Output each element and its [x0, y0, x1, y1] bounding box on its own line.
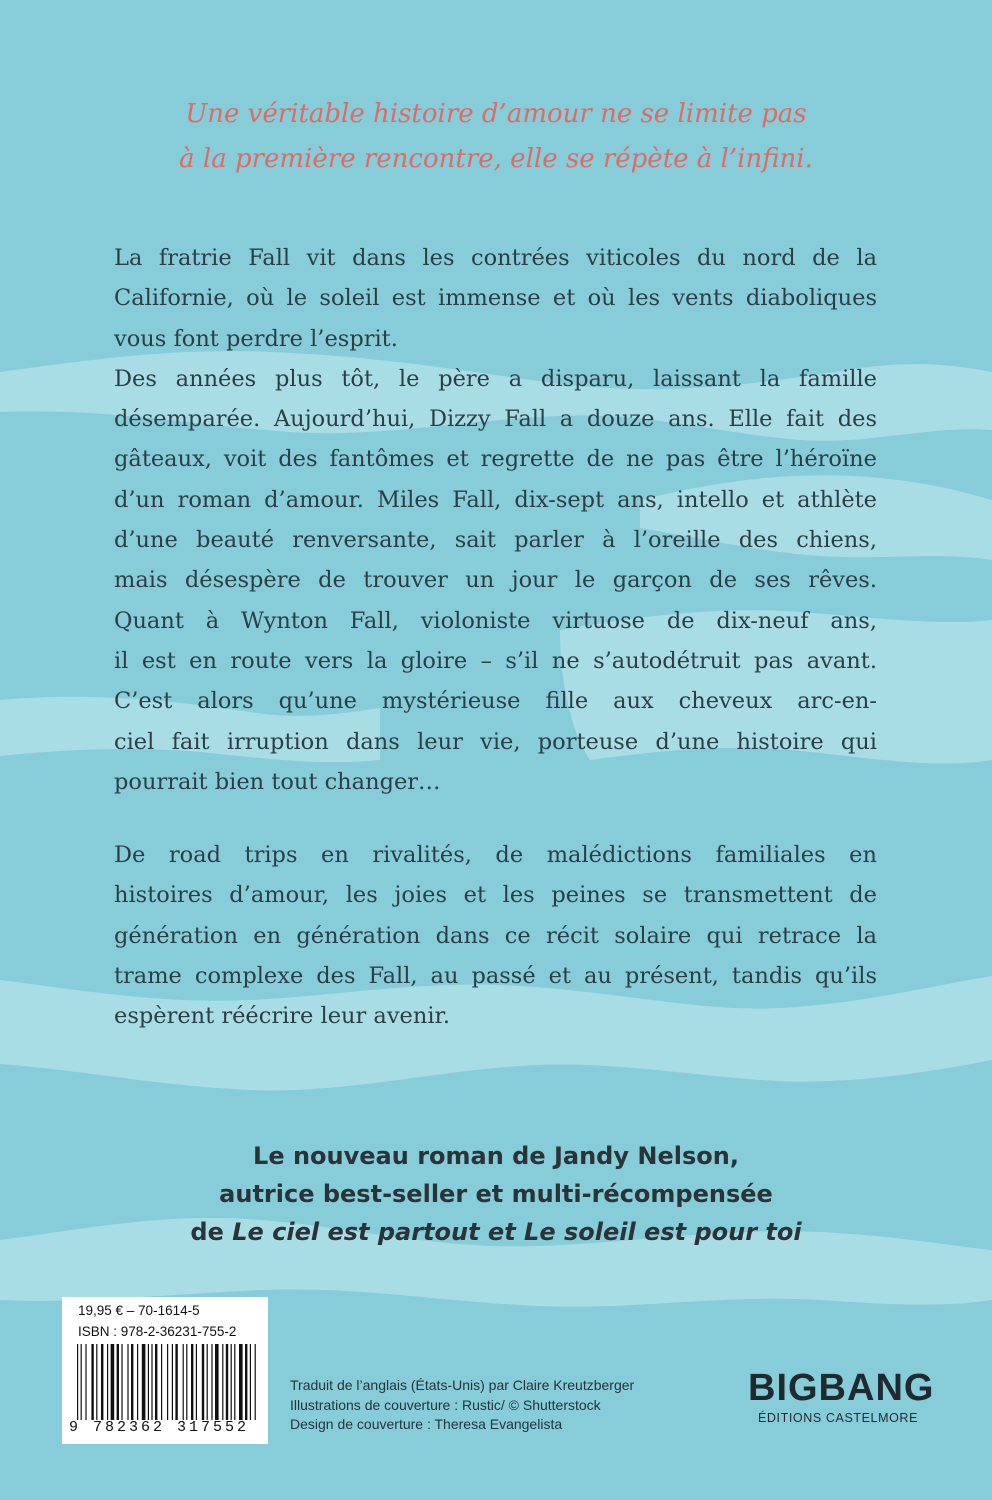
credits — [290, 1376, 634, 1435]
credit-line: Design de couverture : Theresa Evangelista — [290, 1416, 563, 1432]
paragraph-line: Californie, où le soleil est immense et où les vents diaboliques — [114, 285, 877, 312]
publisher-logo — [748, 1367, 935, 1425]
synopsis-paragraph — [114, 835, 877, 1036]
pitch-line: Le nouveau roman de Jandy Nelson, — [253, 1142, 739, 1170]
paragraph-line: Quant à Wynton Fall, violoniste virtuose de dix-neuf ans, — [114, 607, 877, 634]
credit-line: Traduit de l’anglais (États-Unis) par Claire Kreutzberger — [290, 1377, 635, 1393]
paragraph-line: génération en génération dans ce récit solaire qui retrace la — [114, 922, 877, 949]
barcode-icon — [77, 1344, 257, 1420]
paragraph-line: ciel fait irruption dans leur vie, porteuse d’une histoire qui — [114, 728, 877, 755]
paragraph-line: désemparée. Aujourd’hui, Dizzy Fall a douze ans. Elle fait des — [114, 406, 877, 433]
pitch-line — [150, 1213, 842, 1251]
book-titles: Le ciel est partout et Le soleil est pour toi — [232, 1218, 802, 1246]
isbn-label: ISBN : 978-2-36231-755-2 — [78, 1324, 237, 1339]
pitch-line: autrice best-seller et multi-récompensée — [219, 1180, 773, 1208]
author-pitch — [150, 1137, 842, 1251]
barcode-digits: 9 782362 317552 — [69, 1419, 250, 1436]
paragraph-line: espèrent réécrire leur avenir. — [114, 1003, 450, 1030]
credit-line: Illustrations de couverture : Rustic/ © Shutterstock — [290, 1396, 601, 1413]
paragraph-line: mais désespère de trouver un jour le garçon de ses rêves. — [114, 567, 877, 594]
paragraph-line: histoires d’amour, les joies et les peines se transmettent de — [114, 882, 877, 909]
paragraph-line: C’est alors qu’une mystérieuse fille aux cheveux arc-en- — [114, 688, 877, 715]
paragraph-line: vous font perdre l’esprit. — [114, 325, 398, 352]
publisher-brand: BIGBANG — [748, 1367, 935, 1409]
paragraph-line: d’un roman d’amour. Miles Fall, dix-sept ans, intello et athlète — [114, 486, 877, 513]
paragraph-line: il est en route vers la gloire – s’il ne s’autodétruit pas avant. — [114, 647, 877, 674]
price-label: 19,95 € – 70-1614-5 — [78, 1303, 200, 1318]
paragraph-line: pourrait bien tout changer… — [114, 768, 441, 795]
paragraph-line: d’une beauté renversante, sait parler à l’oreille des chiens, — [114, 527, 877, 554]
paragraph-line: De road trips en rivalités, de malédictions familiales en — [114, 842, 877, 868]
tagline-line: Une véritable histoire d’amour ne se limite pas — [185, 99, 807, 129]
synopsis-paragraph — [114, 238, 877, 802]
pitch-prefix: de — [190, 1218, 233, 1246]
paragraph-line: gâteaux, voit des fantômes et regrette de ne pas être l’héroïne — [114, 446, 877, 473]
tagline — [100, 92, 892, 182]
barcode-panel — [62, 1297, 268, 1444]
paragraph-line: Des années plus tôt, le père a disparu, laissant la famille — [114, 365, 877, 392]
tagline-line: à la première rencontre, elle se répète à l’infini. — [179, 144, 813, 174]
paragraph-line: trame complexe des Fall, au passé et au présent, tandis qu’ils — [114, 962, 877, 989]
publisher-imprint: ÉDITIONS CASTELMORE — [757, 1411, 919, 1425]
paragraph-line: La fratrie Fall vit dans les contrées viticoles du nord de la — [114, 245, 877, 271]
